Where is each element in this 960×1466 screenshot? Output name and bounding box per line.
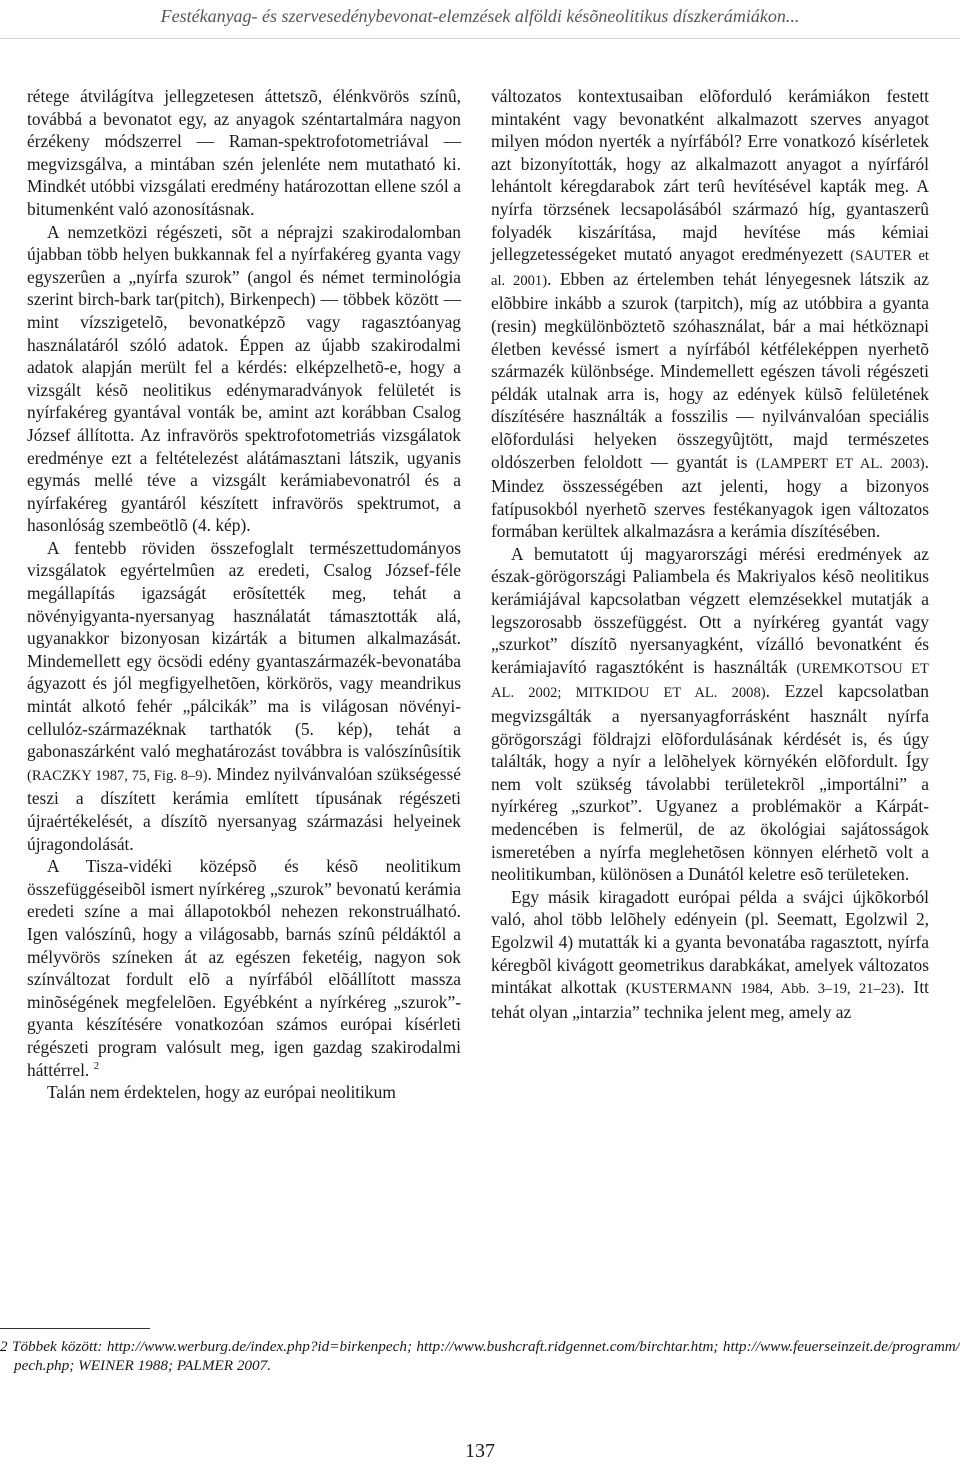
paragraph-text: A bemutatott új magyarországi mérési eredmények az észak-görögországi Paliambela és Makriyalos késõ neolitikus kerámiájával kapcsolatban végzett elemzésekkel mutatják a legszorosabb összefüggést. Ott a nyírkéreg gyantát vagy „szurkot” díszítõ nyersanyagként, vízálló bevonatként és kerámiajavító ragasztóként is használták: [491, 543, 929, 677]
header-divider: [0, 38, 960, 39]
paragraph-text: . Itt tehát olyan „intarzia” technika jelent meg, amely az: [491, 977, 930, 1022]
paragraph-text-tail: . Mindez nyilvánvalóan szükségessé teszi a díszített kerámia említett típusának régészeti újraértékelését, a díszítõ nyersanyag származási helyeinek újragondolását.: [27, 763, 461, 854]
citation-urem-kotsou: (UREMKOTSOU ET AL. 2002; MITKIDOU ET AL. 2008): [491, 660, 929, 702]
footnote-marker: 2: [93, 1059, 100, 1072]
paragraph-text: változatos kontextusaiban elõforduló kerámiákon festett mintaként vagy bevonatként alkalmazott szerves anyagot milyen módon nyerték a nyírfából? Erre vonatkozó kísérletek azt bizonyították, hogy az alkalmazott anyagot a nyírfáról lehántolt kéregdarabok zárt terû hevítésével kapták meg. A nyírfa törzsének lecsapolásából származó híg, gyantaszerû folyadék kiszárítása, majd hevítése más kémiai jellegzetességeket mutató anyagot eredményezett: [491, 86, 929, 265]
paragraph-continuation: rétege átvilágítva jellegzetesen áttetszõ, élénkvörös színû, továbbá a bevonatot egy, az anyagok széntartalmára nagyon érzékeny módszerrel — Raman-spektrofotometriával — megvizsgálva, a mintában szén jelenléte nem mutatható ki. Mindkét utóbbi vizsgálati eredmény határozottan ellene szól a bitumenként való azonosításnak.: [27, 86, 461, 219]
paragraph-birch-extraction: [491, 85, 929, 543]
citation-lampert: (LAMPERT ET AL. 2003): [755, 455, 925, 472]
page-number: 137: [465, 1440, 495, 1462]
right-text-column: [491, 85, 929, 1023]
footnote-text: 2 Többek között: http://www.werburg.de/index.php?id=birkenpech; http://www.bushcraft.ridgennet.com/birchtar.htm; http://www.feuerseinzeit.de/programm/pech.php; WEINER 1988; PALMER 2007.: [0, 1338, 960, 1374]
paragraph-scientific-results: [27, 537, 461, 855]
paragraph-tisza-region: [27, 855, 461, 1081]
paragraph-european-neolithic: Talán nem érdektelen, hogy az európai neolitikum: [47, 1082, 396, 1103]
paragraph-swiss-example: [491, 886, 929, 1024]
citation-raczky: (RACZKY 1987, 75, Fig. 8–9): [27, 767, 208, 784]
paragraph-text: . Ebben az értelemben tehát lényegesnek látszik az elõbbire inkább a szurok (tarpitch), míg az utóbbira a gyanta (resin) megkülönböztetõ szóhasználat, bár a mai hétköznapi életben kevéssé ismert a nyírfából kétféleképpen nyerhetõ származék különbsége. Mindemellett egészen távoli régészeti példák utalnak arra is, hogy az edények külsõ felületének díszítésére használták a fosszilis — nyilvánvalóan speciális elõfordulási helyeken összegyûjtött, majd természetes oldószerben feloldott — gyantát is: [491, 268, 929, 472]
paragraph-text: A Tisza-vidéki középsõ és késõ neolitikum összefüggéseibõl ismert nyírkéreg „szurok” bevonatú kerámia eredeti színe a mai állapotokból nehezen rekonstruálható. Igen valószínû, hogy a világosabb, barnás színû példáktól a mélyvörös színeken át az egészen feketéig, nagyon sok színváltozat fordult elõ a nyírfából elõállított massza minõségének megfelelõen. Egyébként a nyírkéreg „szurok”-gyanta készítésére vonatkozóan számos európai kísérleti régészeti program valósult meg, igen gazdag szakirodalmi háttérrel.: [27, 856, 461, 1080]
left-text-column: [27, 85, 461, 1104]
paragraph-greek-parallels: [491, 543, 929, 886]
paragraph-birch-tar-literature: A nemzetközi régészeti, sõt a néprajzi szakirodalomban újabban több helyen bukkannak fel a nyírfakéreg gyanta vagy egyszerûen a „nyírfa szurok” (angol és német terminológia szerint birch-bark tar(pitch), Birkenpech) — többek között — mint vízszigetelõ, bevonatképzõ vagy ragasztóanyag használatáról szóló adatok. Éppen az újabb szakirodalmi adatok alapján merült fel a kérdés: elképzelhetõ-e, hogy a vizsgált késõ neolitikus edénymaradványok felületét is nyírfakéreg gyantával vonták be, amint azt korábban Csalog József állította. Az infravörös spektrofotometriás vizsgálatok eredménye ezt a feltételezést alátámasztani látszik, ugyanis egymás mellé téve a vizsgált kerámiabevonatról és a nyírfakéreg gyantáról készített infravörös spektrumot, a hasonlóság szembeötlõ (4. kép).: [27, 221, 461, 536]
citation-sauter: (SAUTER et al. 2001): [491, 248, 929, 289]
footnote-divider: [0, 1328, 150, 1329]
citation-kustermann: (KUSTERMANN 1984, Abb. 3–19, 21–23): [625, 981, 901, 998]
paragraph-text: Egy másik kiragadott európai példa a svájci újkõkorból való, ahol több lelõhely edényein (pl. Seematt, Egolzwil 2, Egolzwil 4) mutatták ki a gyanta bevonatába ragasztott, nyírfa kéregbõl kivágott geometrikus darabkákat, amelyek változatos mintákat alkottak: [491, 886, 929, 998]
paragraph-text: A fentebb röviden összefoglalt természettudományos vizsgálatok egyértelmûen az eredeti, Csalog József-féle megállapítás igazságát erõsítették meg, tehát a növényigyanta-nyersanyag használatát támasztották alá, ugyanakkor bizonyosan kizárták a bitumen alkalmazását. Mindemellett egy öcsödi edény gyantaszármazék-bevonatába ágyazott és jól megfigyelhetõen, körkörös, vagy meandrikus mintát alkotó fehér „pálcikák” ma is világosan növényi-cellulóz-származéknak tarthatók (5. kép), tehát a gabonaszárként való meghatározást továbbra is valószínûsítik: [27, 537, 461, 762]
paragraph-text: . Mindez összességében azt jelenti, hogy a bizonyos fatípusokból nyerhetõ szerves festékanyagok igen változatos formában kerültek alkalmazásra a kerámia díszítésében.: [491, 451, 929, 542]
footnote: [0, 1337, 960, 1375]
running-header-title: Festékanyag- és szervesedénybevonat-elemzések alföldi késõneolitikus díszkerámiákon...: [160, 6, 800, 26]
paragraph-text: . Ezzel kapcsolatban megvizsgálták a nyersanyagforrásként használt nyírfa görögországi földrajzi elõfordulásának kérdését is, és úgy találták, hogy a nyír a lelõhelyek környékén elõfordult. Így nem volt szükség távolabbi területekrõl „importálni” a nyírkéreg „szurkot”. Ugyanez a problémakör a Kárpát-medencében is felmerül, de az ökológiai sajátosságok ismeretében a nyírfa meglehetõsen könnyen elérhetõ volt a neolitikumban, különösen a Dunától keletre esõ területeken.: [491, 681, 930, 885]
